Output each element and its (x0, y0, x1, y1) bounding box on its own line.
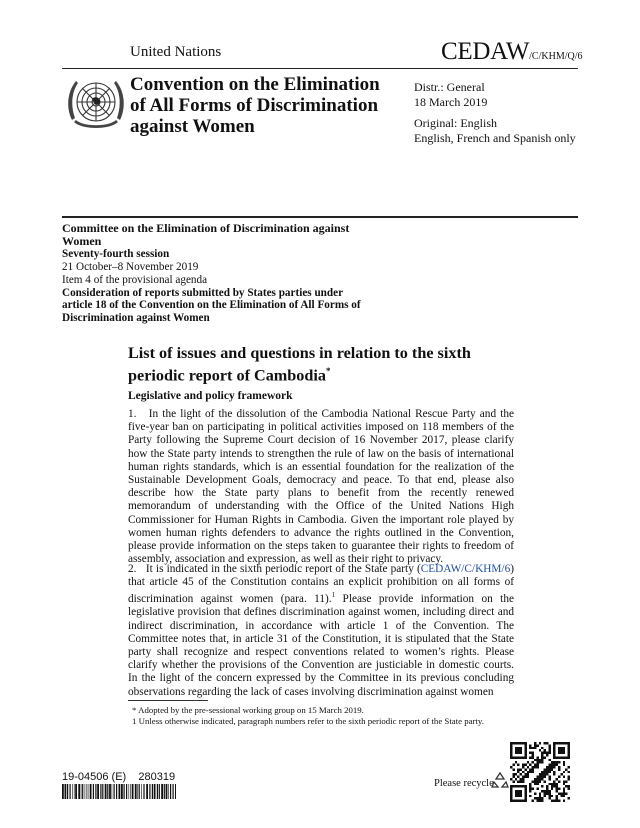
agenda-item-title: Consideration of reports submitted by States parties under article 18 of the Convention on the Elimination of All Forms of Discrimination against Women (62, 286, 361, 325)
paragraph-1: 1. In the light of the dissolution of the Cambodia National Rescue Party and the five-year ban on participating in political activities imposed on 118 members of the Party following the Supreme Court decision of 16 November 2017, please clarify how the State party intends to strengthen the rule of law on the basis of international human rights standards, which is an essential foundation for the realization of the Sustainable Development Goals, democracy and peace. To that end, please also describe how the State party plans to benefit from the recently renewed memorandum of understanding with the Office of the United Nations High Commissioner for Human Rights in Cambodia. Given the important role played by women human rights defenders to advance the rights outlined in the Convention, please provide information on the steps taken to guarantee their rights to freedom of assembly, association and expression, as well as their right to privacy. (128, 408, 514, 566)
footnote-ref-1: 1 (331, 591, 336, 600)
header-rule (62, 68, 578, 69)
issue-date: 18 March 2019 (414, 95, 488, 109)
paragraph-2-middle: ) that article 45 of the Constitution contains an explicit prohibition on all forms of discrimination against women (para. 11). (128, 563, 514, 606)
original-language: Original: English (414, 116, 497, 130)
document-title-text: List of issues and questions in relation to the sixth periodic report of Cambodia (128, 344, 471, 385)
convention-title: Convention on the Elimination of All Forms of Discrimination against Women (130, 74, 380, 137)
barcode-icon (62, 784, 176, 799)
document-number: 19-04506 (E) 280319 (62, 771, 176, 783)
paragraph-2 (128, 563, 514, 699)
organization-name: United Nations (130, 44, 222, 60)
paragraph-2-end: Please provide information on the legislative provision that defines discrimination against women, including direct and indirect discrimination, in accordance with article 1 of the Convention. The Committee notes that, in article 31 of the Constitution, it is stipulated that the State party shall recognize and respect conventions related to women’s rights. Please clarify whether the provisions of the Convention are justiciable in domestic courts. In the light of the concern expressed by the Committee in its previous concluding observations regarding the lack of cases involving discrimination against women (128, 593, 514, 698)
document-title (128, 344, 528, 384)
report-link[interactable]: CEDAW/C/KHM/6 (420, 563, 511, 575)
symbol-suffix: /C/KHM/Q/6 (529, 51, 583, 62)
footnote-rule (128, 700, 208, 701)
footnote-1: 1 Unless otherwise indicated, paragraph numbers refer to the sixth periodic report of the State party. (132, 716, 484, 726)
recycle-icon (490, 770, 510, 790)
distribution: Distr.: General (414, 80, 485, 94)
document-symbol (441, 38, 583, 66)
un-emblem-icon (64, 72, 128, 134)
title-footnote-mark: * (325, 366, 331, 376)
symbol-main: CEDAW (441, 38, 530, 65)
qr-code-icon (510, 742, 570, 802)
committee-block (62, 222, 362, 325)
session-dates: 21 October–8 November 2019 (62, 260, 199, 273)
section-heading: Legislative and policy framework (128, 390, 293, 402)
section-rule (62, 216, 578, 218)
session-number: Seventy-fourth session (62, 247, 170, 260)
committee-name: Committee on the Elimination of Discrimination against Women (62, 221, 350, 248)
agenda-item: Item 4 of the provisional agenda (62, 273, 208, 286)
footnote-star: * Adopted by the pre-sessional working group on 15 March 2019. (132, 705, 364, 715)
recycle-label: Please recycle (434, 778, 494, 789)
available-languages: English, French and Spanish only (414, 131, 576, 145)
language-block (414, 116, 576, 146)
paragraph-2-start: 2. It is indicated in the sixth periodic report of the State party ( (128, 563, 421, 575)
distribution-block (414, 80, 487, 110)
